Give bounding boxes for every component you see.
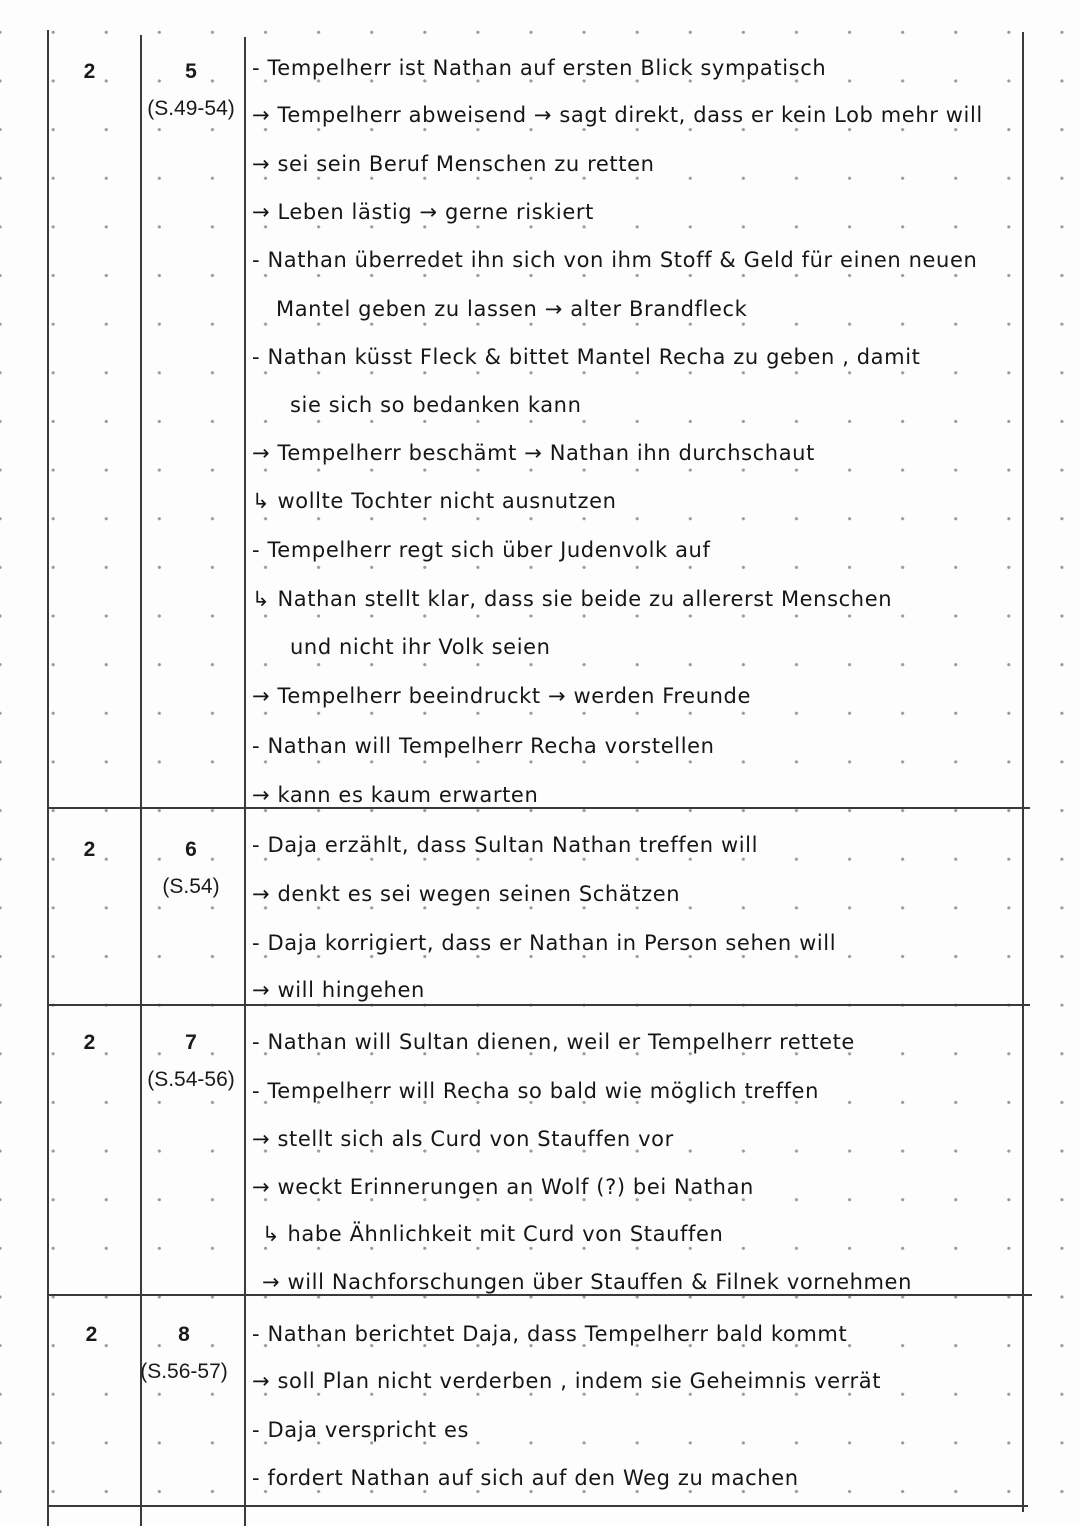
note-line: → weckt Erinnerungen an Wolf (?) bei Nathan bbox=[252, 1175, 754, 1199]
table-border-right bbox=[1022, 32, 1024, 1512]
note-line: - Nathan will Tempelherr Recha vorstellen bbox=[252, 734, 715, 758]
act-number: 2 bbox=[85, 1323, 99, 1346]
note-line: und nicht ihr Volk seien bbox=[290, 635, 551, 659]
note-line: → denkt es sei wegen seinen Schätzen bbox=[252, 882, 681, 906]
note-line: → Tempelherr beschämt → Nathan ihn durchschaut bbox=[252, 441, 815, 465]
note-line: → sei sein Beruf Menschen zu retten bbox=[252, 152, 655, 176]
note-line: ↳ wollte Tochter nicht ausnutzen bbox=[252, 489, 617, 513]
scene-cell bbox=[141, 58, 241, 123]
note-line: - Daja erzählt, dass Sultan Nathan treffen will bbox=[252, 833, 759, 857]
row-divider-3 bbox=[48, 1294, 1032, 1296]
note-line: → will Nachforschungen über Stauffen & Filnek vornehmen bbox=[262, 1270, 912, 1294]
note-line: - Daja korrigiert, dass er Nathan in Person sehen will bbox=[252, 931, 837, 955]
page-range: (S.54-56) bbox=[147, 1068, 235, 1092]
column-divider-act-scene bbox=[140, 35, 142, 1526]
scene-number: 5 bbox=[185, 60, 197, 83]
page-range: (S.49-54) bbox=[147, 97, 235, 121]
note-line: → kann es kaum erwarten bbox=[252, 783, 539, 807]
note-line: → soll Plan nicht verderben , indem sie Geheimnis verrät bbox=[252, 1369, 882, 1393]
row-divider-2 bbox=[48, 1004, 1030, 1006]
row-divider-1 bbox=[48, 807, 1030, 809]
note-line: - Nathan überredet ihn sich von ihm Stoff & Geld für einen neuen bbox=[252, 248, 978, 272]
table-border-bottom bbox=[48, 1505, 1028, 1507]
act-number: 2 bbox=[83, 60, 97, 83]
scene-number: 8 bbox=[178, 1323, 190, 1346]
act-number: 2 bbox=[83, 1031, 97, 1054]
note-line: - Nathan küsst Fleck & bittet Mantel Recha zu geben , damit bbox=[252, 345, 921, 369]
scene-number: 7 bbox=[185, 1031, 197, 1054]
note-line: ↳ Nathan stellt klar, dass sie beide zu allererst Menschen bbox=[252, 587, 893, 611]
note-line: Mantel geben zu lassen → alter Brandfleck bbox=[276, 297, 748, 321]
note-line: → Tempelherr abweisend → sagt direkt, dass er kein Lob mehr will bbox=[252, 103, 983, 127]
note-line: → stellt sich als Curd von Stauffen vor bbox=[252, 1127, 674, 1151]
note-line: - fordert Nathan auf sich auf den Weg zu machen bbox=[252, 1466, 799, 1490]
note-line: sie sich so bedanken kann bbox=[290, 393, 582, 417]
note-line: → Leben lästig → gerne riskiert bbox=[252, 200, 594, 224]
note-line: ↳ habe Ähnlichkeit mit Curd von Stauffen bbox=[262, 1222, 724, 1246]
scene-cell bbox=[134, 1321, 234, 1386]
note-line: → will hingehen bbox=[252, 978, 425, 1002]
note-line: - Tempelherr regt sich über Judenvolk auf bbox=[252, 538, 711, 562]
note-line: - Tempelherr will Recha so bald wie möglich treffen bbox=[252, 1079, 819, 1103]
page-range: (S.54) bbox=[162, 875, 220, 899]
note-line: - Nathan berichtet Daja, dass Tempelherr bald kommt bbox=[252, 1322, 848, 1346]
note-line: - Daja verspricht es bbox=[252, 1418, 470, 1442]
note-line: → Tempelherr beeindruckt → werden Freunde bbox=[252, 684, 751, 708]
scene-cell bbox=[141, 1029, 241, 1094]
scene-number: 6 bbox=[185, 838, 197, 861]
note-line: - Nathan will Sultan dienen, weil er Tempelherr rettete bbox=[252, 1030, 855, 1054]
column-divider-scene-content bbox=[244, 37, 246, 1526]
table-border-left bbox=[47, 30, 49, 1526]
note-line: - Tempelherr ist Nathan auf ersten Blick sympatisch bbox=[252, 56, 827, 80]
act-number: 2 bbox=[83, 838, 97, 861]
page-range: (S.56-57) bbox=[140, 1360, 228, 1384]
scene-cell bbox=[141, 836, 241, 901]
